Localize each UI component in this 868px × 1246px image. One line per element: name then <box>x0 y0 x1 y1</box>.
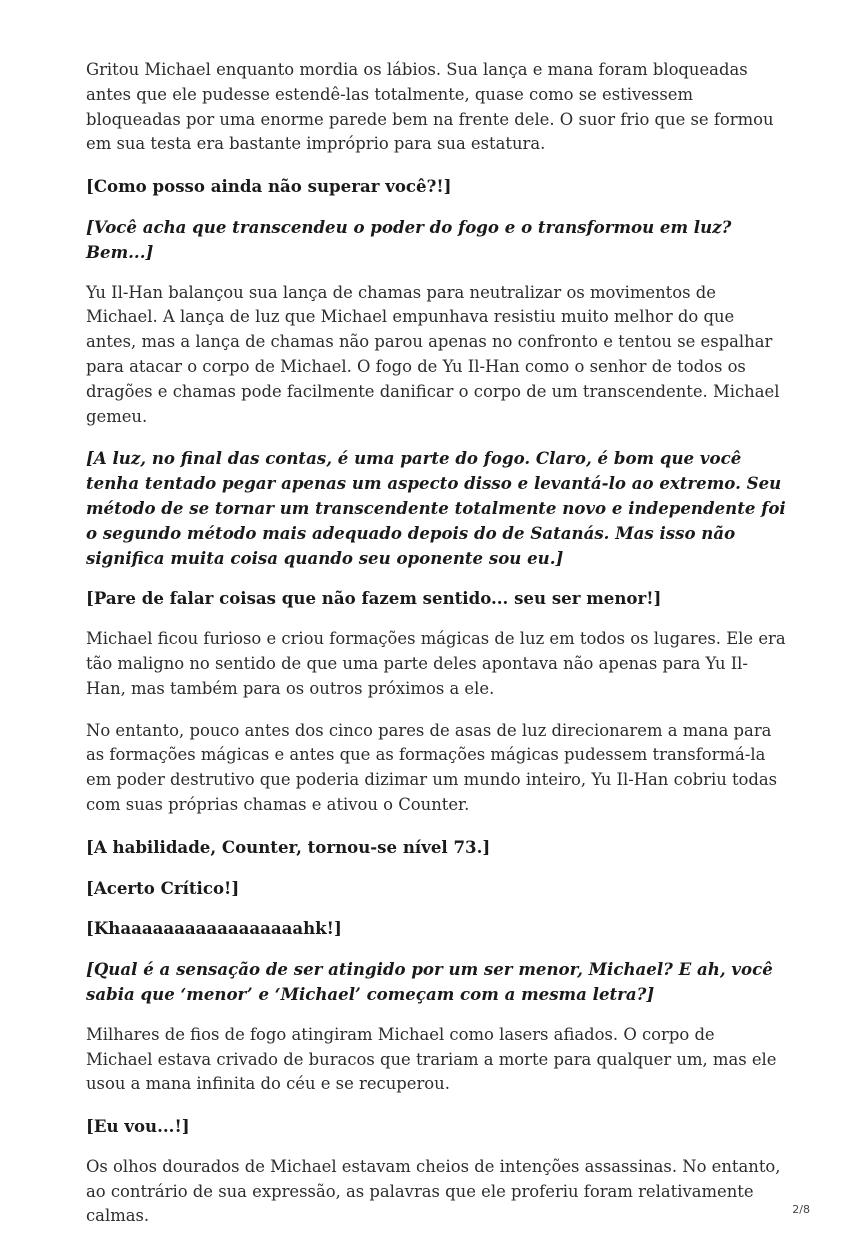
dialog-line-italic: [Qual é a sensação de ser atingido por um ser menor, Michael? E ah, você sabia que ‘menor’ e ‘Michael’ começam com a mesma letra?] <box>86 959 773 1004</box>
narration-paragraph: No entanto, pouco antes dos cinco pares de asas de luz direcionarem a mana para as formações mágicas e antes que as formações mágicas pudessem transformá-la em poder destrutivo que poderia dizimar um mundo inteiro, Yu Il-Han cobriu todas com suas próprias chamas e ativou o Counter. <box>86 720 778 814</box>
narration-paragraph: Yu Il-Han balançou sua lança de chamas para neutralizar os movimentos de Michael. A lança de luz que Michael empunhava resistiu muito melhor do que antes, mas a lança de chamas não parou apenas no confronto e tentou se espalhar para atacar o corpo de Michael. O fogo de Yu Il-Han como o senhor de todos os dragões e chamas pode facilmente danificar o corpo de um transcendente. Michael gemeu. <box>86 282 780 426</box>
narration-paragraph: Michael ficou furioso e criou formações mágicas de luz em todos os lugares. Ele era tão maligno no sentido de que uma parte deles apontava não apenas para Yu Il-Han, mas também para os outros próximos a ele. <box>86 629 786 698</box>
dialog-line-italic: [Você acha que transcendeu o poder do fogo e o transformou em luz? Bem...] <box>86 216 732 262</box>
system-message: [A habilidade, Counter, tornou-se nível 73.] <box>86 836 491 857</box>
dialog-line: [Eu vou...!] <box>86 1116 190 1137</box>
page-number: 2/8 <box>792 1203 810 1216</box>
narration-paragraph: Milhares de fios de fogo atingiram Michael como lasers afiados. O corpo de Michael estava crivado de buracos que trariam a morte para qualquer um, mas ele usou a mana infinita do céu e se recuperou. <box>86 1024 777 1094</box>
dialog-line: [Khaaaaaaaaaaaaaaaaahk!] <box>86 918 342 939</box>
system-message: [Acerto Crítico!] <box>86 877 240 898</box>
narration-paragraph: Gritou Michael enquanto mordia os lábios. Sua lança e mana foram bloqueadas antes que ele pudesse estendê-las totalmente, quase como se estivessem bloqueadas por uma enorme parede bem na frente dele. O suor frio que se formou em sua testa era bastante impróprio para sua estatura. <box>86 60 774 154</box>
dialog-line: [Pare de falar coisas que não fazem sentido... seu ser menor!] <box>86 588 662 609</box>
narration-paragraph: Os olhos dourados de Michael estavam cheios de intenções assassinas. No entanto, ao contrário de sua expressão, as palavras que ele proferiu foram relativamente calmas. <box>86 1156 781 1226</box>
dialog-line-italic: [A luz, no final das contas, é uma parte do fogo. Claro, é bom que você tenha tentado pegar apenas um aspecto disso e levantá-lo ao extremo. Seu método de se tornar um transcendente totalmente novo e independente foi o segundo método mais adequado depois do de Satanás. Mas isso não significa muita coisa quando seu oponente sou eu.] <box>86 448 786 568</box>
page-content <box>86 58 786 1246</box>
dialog-line: [Como posso ainda não superar você?!] <box>86 176 452 197</box>
